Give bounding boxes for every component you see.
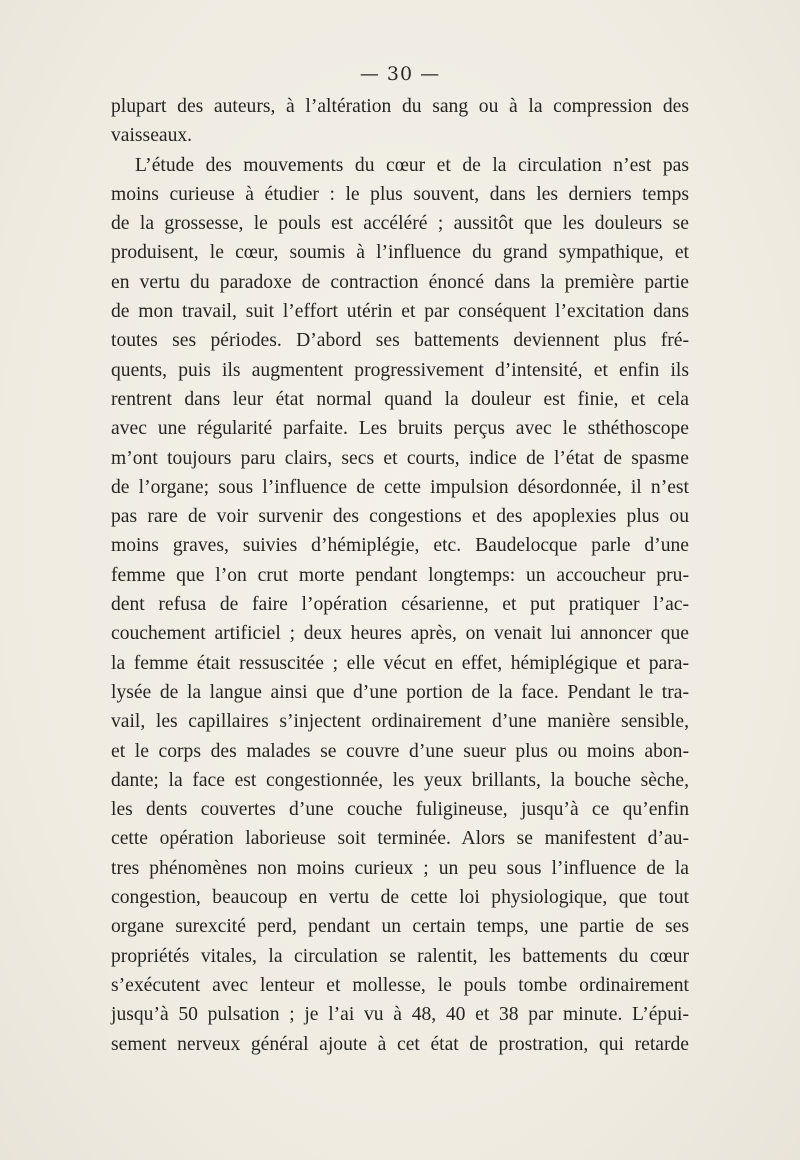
text-line: de mon travail, suit l’effort utérin et par conséquent l’excitation dans: [111, 301, 689, 323]
text-line: vail, les capillaires s’injectent ordinairement d’une manière sensible,: [111, 711, 689, 733]
text-line: toutes ses périodes. D’abord ses battements deviennent plus fré-: [111, 330, 689, 352]
text-line: les dents couvertes d’une couche fuligineuse, jusqu’à ce qu’enfin: [111, 799, 689, 821]
text-line: jusqu’à 50 pulsation ; je l’ai vu à 48, 40 et 38 par minute. L’épui-: [111, 1004, 689, 1026]
text-line: dent refusa de faire l’opération césarienne, et put pratiquer l’ac-: [111, 594, 689, 616]
text-line: produisent, le cœur, soumis à l’influence du grand sympathique, et: [111, 242, 689, 264]
page-number: — 30 —: [359, 63, 441, 85]
text-line: avec une régularité parfaite. Les bruits perçus avec le sthéthoscope: [111, 418, 689, 440]
text-line: de la grossesse, le pouls est accéléré ; aussitôt que les douleurs se: [111, 213, 689, 235]
text-line: moins curieuse à étudier : le plus souvent, dans les derniers temps: [111, 183, 689, 205]
text-line: s’exécutent avec lenteur et mollesse, le pouls tombe ordinairement: [111, 974, 689, 996]
text-line: congestion, beaucoup en vertu de cette loi physiologique, que tout: [111, 887, 689, 909]
text-line: tres phénomènes non moins curieux ; un peu sous l’influence de la: [111, 857, 689, 879]
text-line: pas rare de voir survenir des congestions et des apoplexies plus ou: [111, 506, 689, 528]
text-line: cette opération laborieuse soit terminée. Alors se manifestent d’au-: [111, 828, 689, 850]
text-line: lysée de la langue ainsi que d’une portion de la face. Pendant le tra-: [111, 681, 689, 703]
text-line: de l’organe; sous l’influence de cette impulsion désordonnée, il n’est: [111, 476, 689, 498]
text-line: moins graves, suivies d’hémiplégie, etc. Baudelocque parle d’une: [111, 535, 689, 557]
text-line: propriétés vitales, la circulation se ralentit, les battements du cœur: [111, 945, 689, 967]
text-line: dante; la face est congestionnée, les yeux brillants, la bouche sèche,: [111, 769, 689, 791]
text-line: et le corps des malades se couvre d’une sueur plus ou moins abon-: [111, 740, 689, 762]
text-line: quents, puis ils augmentent progressivement d’intensité, et enfin ils: [111, 359, 689, 381]
text-line: vaisseaux.: [111, 125, 193, 147]
body-text: [111, 92, 689, 1059]
text-line: L’étude des mouvements du cœur et de la circulation n’est pas: [135, 154, 689, 176]
text-line: m’ont toujours paru clairs, secs et courts, indice de l’état de spasme: [111, 447, 689, 469]
text-line: plupart des auteurs, à l’altération du sang ou à la compression des: [111, 96, 689, 117]
text-line: organe surexcité perd, pendant un certain temps, une partie de ses: [111, 916, 689, 938]
text-line: couchement artificiel ; deux heures après, on venait lui annoncer que: [111, 623, 689, 645]
text-line: femme que l’on crut morte pendant longtemps: un accoucheur pru-: [111, 564, 689, 586]
text-line: rentrent dans leur état normal quand la douleur est finie, et cela: [111, 388, 689, 410]
text-line: sement nerveux général ajoute à cet état de prostration, qui retarde: [111, 1033, 689, 1055]
text-line: en vertu du paradoxe de contraction énoncé dans la première partie: [111, 271, 689, 293]
text-line: la femme était ressuscitée ; elle vécut en effet, hémiplégique et para-: [111, 652, 689, 674]
